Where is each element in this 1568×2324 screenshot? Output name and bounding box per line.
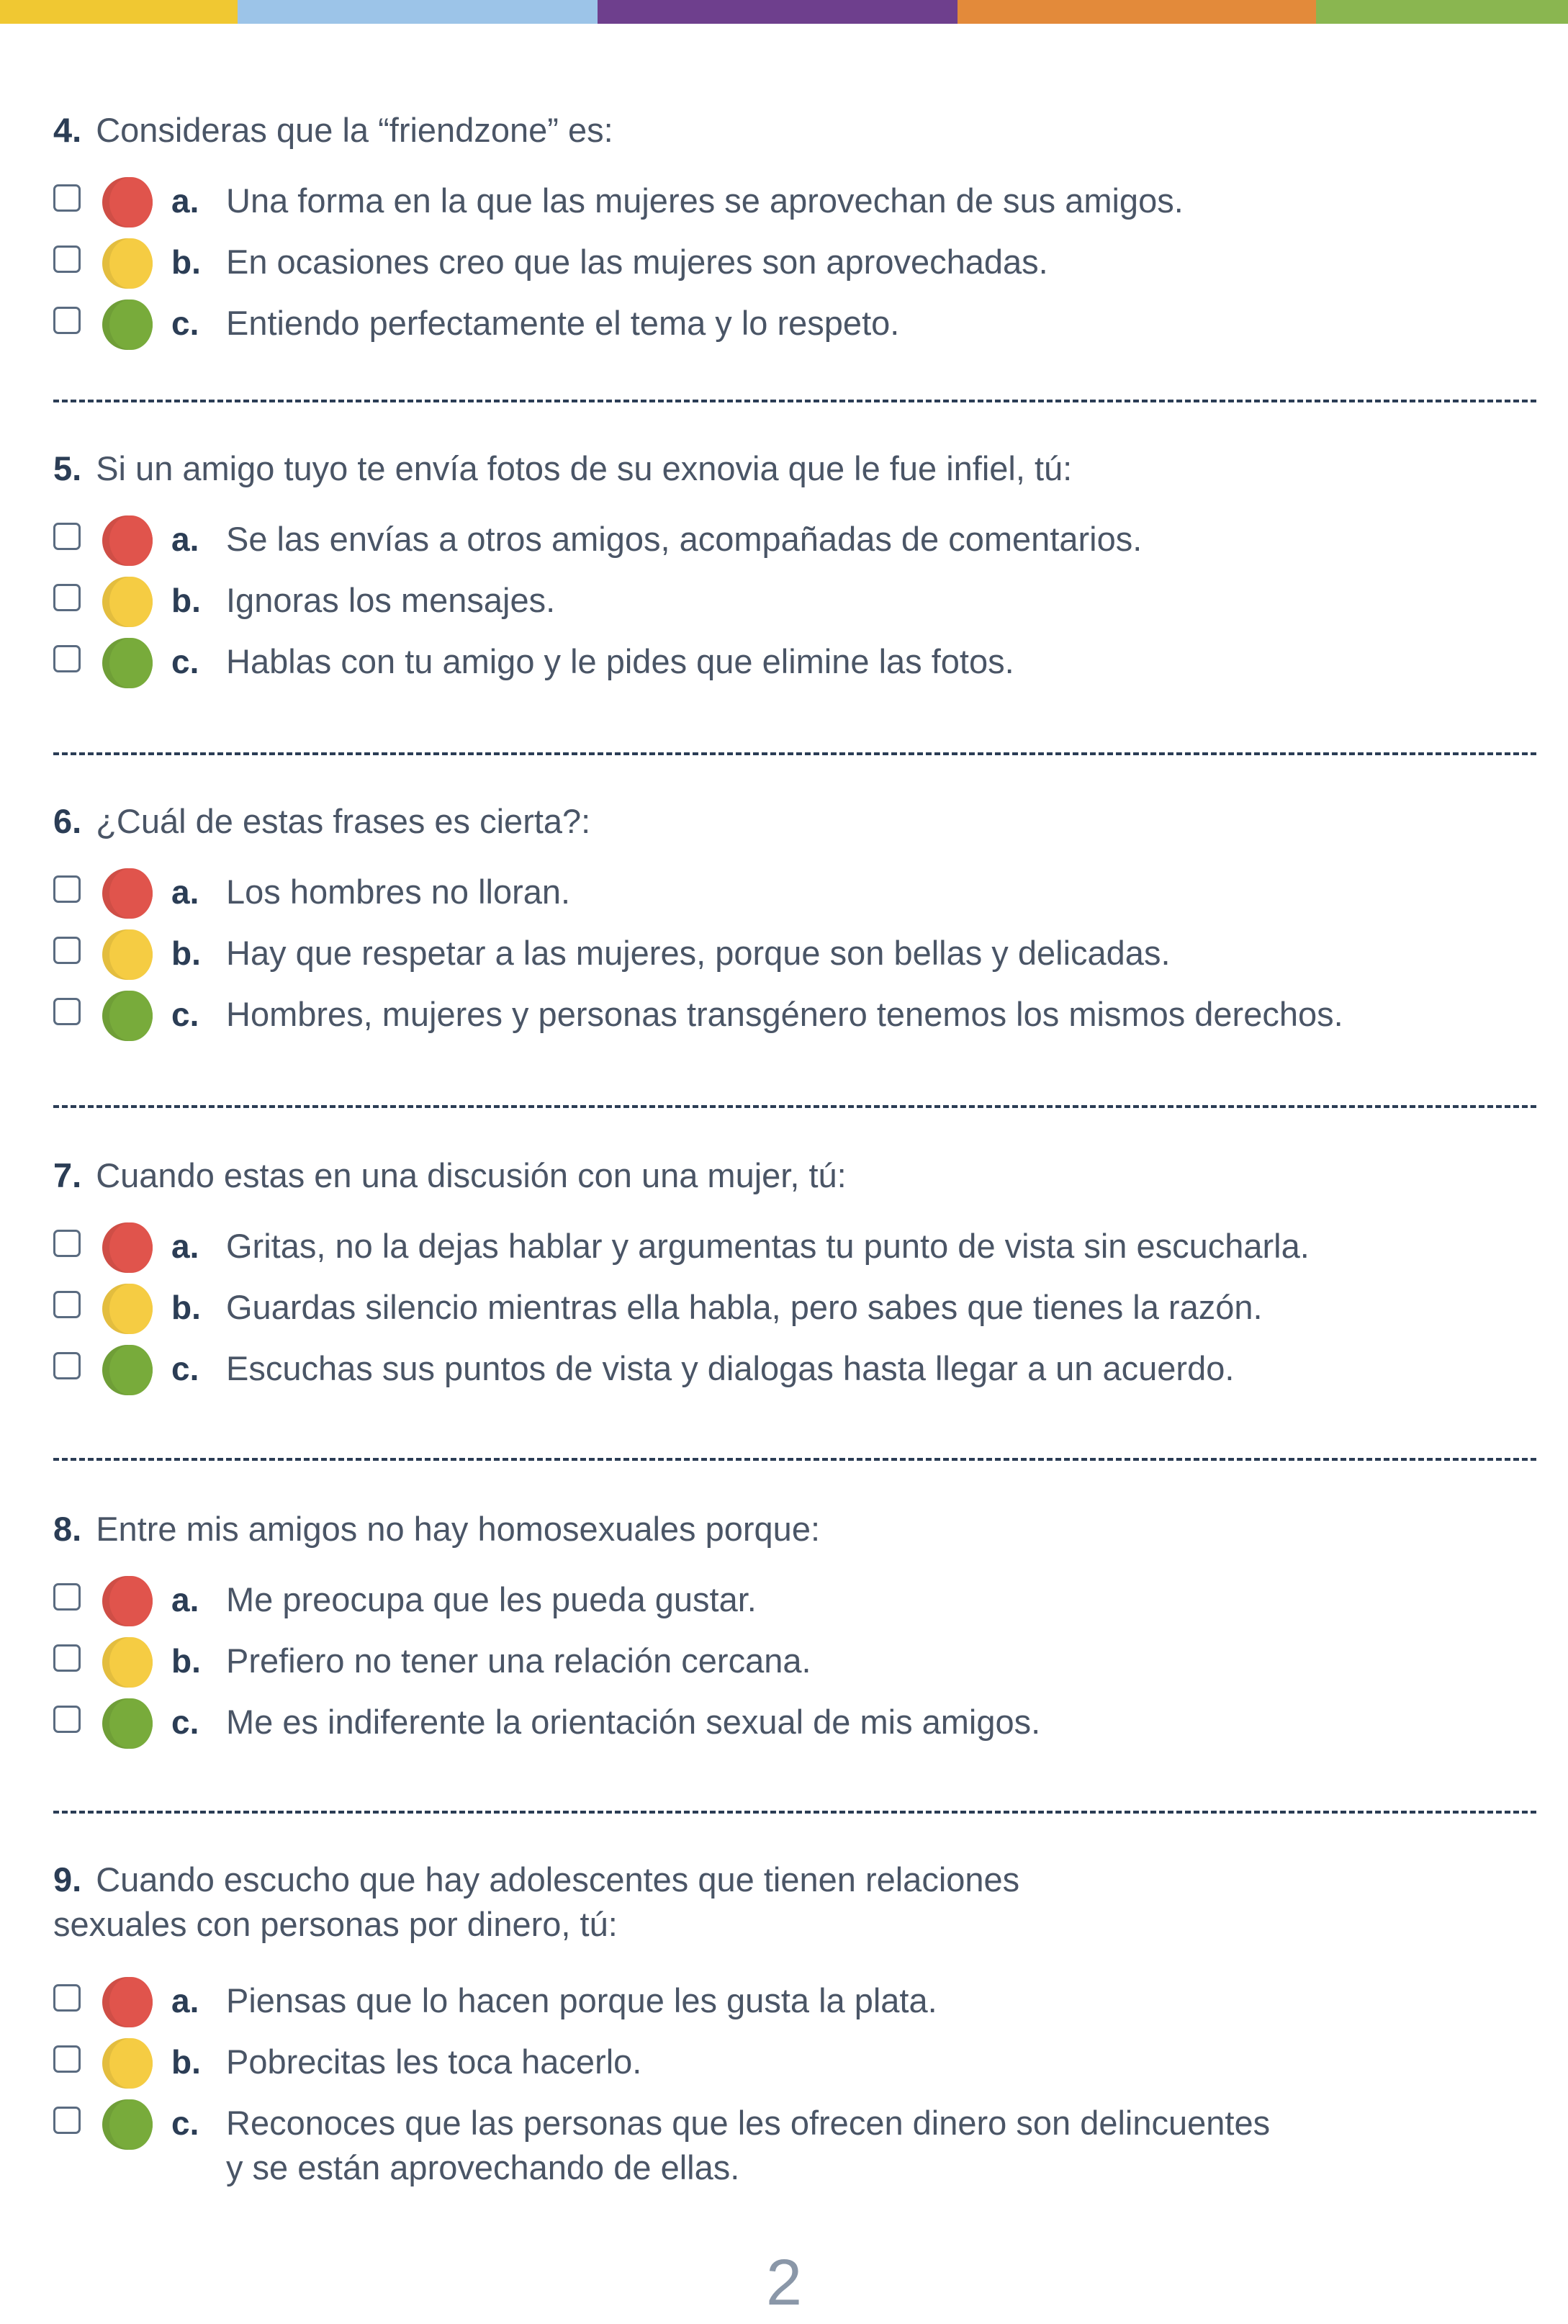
dashed-divider xyxy=(53,1458,1536,1461)
option-letter: c. xyxy=(171,643,199,680)
question-text: Cuando estas en una discusión con una mujer, tú: xyxy=(96,1156,847,1194)
option-a[interactable] xyxy=(53,868,1536,919)
question-8 xyxy=(53,1507,1536,1741)
question-number: 9. xyxy=(53,1860,82,1899)
option-letter: a. xyxy=(171,182,199,220)
dashed-divider xyxy=(53,1105,1536,1108)
option-checkbox[interactable] xyxy=(53,2107,81,2134)
question-title xyxy=(53,799,1536,844)
green-circle-icon xyxy=(102,299,153,350)
option-letter: b. xyxy=(171,1289,201,1326)
option-letter: a. xyxy=(171,873,199,911)
option-letter: c. xyxy=(171,1703,199,1741)
option-checkbox[interactable] xyxy=(53,184,81,212)
option-letter: c. xyxy=(171,996,199,1033)
dashed-divider xyxy=(53,752,1536,755)
option-b[interactable] xyxy=(53,577,1536,627)
option-letter: b. xyxy=(171,582,201,619)
option-checkbox[interactable] xyxy=(53,1984,81,2012)
green-circle-icon xyxy=(102,1345,153,1395)
option-b[interactable] xyxy=(53,1637,1536,1688)
option-c[interactable] xyxy=(53,1698,1536,1749)
page-number: 2 xyxy=(765,2247,803,2319)
green-circle-icon xyxy=(102,638,153,688)
option-letter: b. xyxy=(171,1642,201,1680)
option-text: Los hombres no lloran. xyxy=(226,873,571,911)
question-7 xyxy=(53,1153,1536,1387)
option-letter: c. xyxy=(171,305,199,342)
option-letter: b. xyxy=(171,934,201,972)
question-number: 4. xyxy=(53,111,82,149)
option-checkbox[interactable] xyxy=(53,937,81,964)
option-checkbox[interactable] xyxy=(53,246,81,273)
option-text: Guardas silencio mientras ella habla, pero sabes que tienes la razón. xyxy=(226,1288,1263,1326)
option-letter: a. xyxy=(171,1982,199,2019)
option-checkbox[interactable] xyxy=(53,1352,81,1379)
question-text: ¿Cuál de estas frases es cierta?: xyxy=(96,802,591,840)
option-text: Escuchas sus puntos de vista y dialogas hasta llegar a un acuerdo. xyxy=(226,1349,1235,1387)
option-text: Hablas con tu amigo y le pides que elimine las fotos. xyxy=(226,642,1014,680)
yellow-circle-icon xyxy=(102,1637,153,1688)
header-segment-orange xyxy=(958,0,1316,24)
red-circle-icon xyxy=(102,177,153,228)
option-letter: a. xyxy=(171,1228,199,1265)
option-checkbox[interactable] xyxy=(53,645,81,672)
option-checkbox[interactable] xyxy=(53,1291,81,1318)
header-segment-green xyxy=(1316,0,1568,24)
option-b[interactable] xyxy=(53,1284,1536,1334)
option-letter: a. xyxy=(171,521,199,558)
question-number: 7. xyxy=(53,1156,82,1194)
question-title xyxy=(53,446,1536,491)
option-a[interactable] xyxy=(53,1576,1536,1626)
question-text: Cuando escucho que hay adolescentes que tienen relaciones sexuales con personas por dinero, tú: xyxy=(53,1860,1020,1943)
option-c[interactable] xyxy=(53,2099,1536,2186)
option-c[interactable] xyxy=(53,991,1536,1041)
question-title xyxy=(53,108,1536,153)
option-letter: b. xyxy=(171,2043,201,2081)
question-text: Entre mis amigos no hay homosexuales porque: xyxy=(96,1510,821,1548)
option-text: Me es indiferente la orientación sexual de mis amigos. xyxy=(226,1703,1041,1741)
question-5 xyxy=(53,446,1536,680)
option-text: Se las envías a otros amigos, acompañadas de comentarios. xyxy=(226,520,1143,558)
option-checkbox[interactable] xyxy=(53,584,81,611)
option-letter: b. xyxy=(171,243,201,281)
option-c[interactable] xyxy=(53,638,1536,688)
question-title xyxy=(53,1857,1536,1947)
question-number: 6. xyxy=(53,802,82,840)
option-letter: c. xyxy=(171,2104,199,2142)
option-checkbox[interactable] xyxy=(53,1230,81,1257)
option-a[interactable] xyxy=(53,177,1536,228)
option-a[interactable] xyxy=(53,515,1536,566)
option-text: Hay que respetar a las mujeres, porque son bellas y delicadas. xyxy=(226,934,1171,972)
question-4 xyxy=(53,108,1536,342)
yellow-circle-icon xyxy=(102,577,153,627)
header-segment-yellow xyxy=(0,0,238,24)
option-b[interactable] xyxy=(53,929,1536,980)
question-number: 5. xyxy=(53,449,82,487)
red-circle-icon xyxy=(102,868,153,919)
green-circle-icon xyxy=(102,2099,153,2150)
header-segment-light-blue xyxy=(238,0,598,24)
question-text: Consideras que la “friendzone” es: xyxy=(96,111,613,149)
yellow-circle-icon xyxy=(102,238,153,289)
option-a[interactable] xyxy=(53,1222,1536,1273)
option-a[interactable] xyxy=(53,1977,1536,2027)
option-checkbox[interactable] xyxy=(53,523,81,550)
yellow-circle-icon xyxy=(102,929,153,980)
option-c[interactable] xyxy=(53,1345,1536,1395)
question-title xyxy=(53,1153,1536,1198)
red-circle-icon xyxy=(102,1576,153,1626)
green-circle-icon xyxy=(102,991,153,1041)
option-text: Pobrecitas les toca hacerlo. xyxy=(226,2042,642,2081)
option-letter: c. xyxy=(171,1350,199,1387)
option-checkbox[interactable] xyxy=(53,1583,81,1611)
option-checkbox[interactable] xyxy=(53,307,81,334)
option-text: Me preocupa que les pueda gustar. xyxy=(226,1580,757,1618)
red-circle-icon xyxy=(102,1977,153,2027)
option-text: Piensas que lo hacen porque les gusta la plata. xyxy=(226,1981,937,2019)
header-color-bar xyxy=(0,0,1568,24)
option-letter: a. xyxy=(171,1581,199,1618)
option-b[interactable] xyxy=(53,2038,1536,2089)
red-circle-icon xyxy=(102,515,153,566)
yellow-circle-icon xyxy=(102,1284,153,1334)
option-checkbox[interactable] xyxy=(53,998,81,1025)
option-text: Una forma en la que las mujeres se aprovechan de sus amigos. xyxy=(226,181,1184,220)
option-text: Prefiero no tener una relación cercana. xyxy=(226,1641,811,1680)
option-c[interactable] xyxy=(53,299,1536,350)
dashed-divider xyxy=(53,1811,1536,1814)
option-checkbox[interactable] xyxy=(53,1706,81,1733)
red-circle-icon xyxy=(102,1222,153,1273)
option-b[interactable] xyxy=(53,238,1536,289)
option-checkbox[interactable] xyxy=(53,1644,81,1672)
option-text: Hombres, mujeres y personas transgénero tenemos los mismos derechos. xyxy=(226,995,1343,1033)
question-number: 8. xyxy=(53,1510,82,1548)
yellow-circle-icon xyxy=(102,2038,153,2089)
question-text: Si un amigo tuyo te envía fotos de su exnovia que le fue infiel, tú: xyxy=(96,449,1073,487)
question-title xyxy=(53,1507,1536,1551)
option-checkbox[interactable] xyxy=(53,875,81,903)
option-checkbox[interactable] xyxy=(53,2045,81,2073)
option-text: Entiendo perfectamente el tema y lo respeto. xyxy=(226,304,900,342)
option-text: Ignoras los mensajes. xyxy=(226,581,556,619)
dashed-divider xyxy=(53,400,1536,402)
green-circle-icon xyxy=(102,1698,153,1749)
question-6 xyxy=(53,799,1536,1033)
option-text: Reconoces que las personas que les ofrecen dinero son delincuentes y se están aprovechando de ellas. xyxy=(226,2104,1271,2186)
header-segment-purple xyxy=(598,0,958,24)
option-text: En ocasiones creo que las mujeres son aprovechadas. xyxy=(226,243,1048,281)
option-text: Gritas, no la dejas hablar y argumentas tu punto de vista sin escucharla. xyxy=(226,1227,1310,1265)
question-9 xyxy=(53,1857,1536,2186)
